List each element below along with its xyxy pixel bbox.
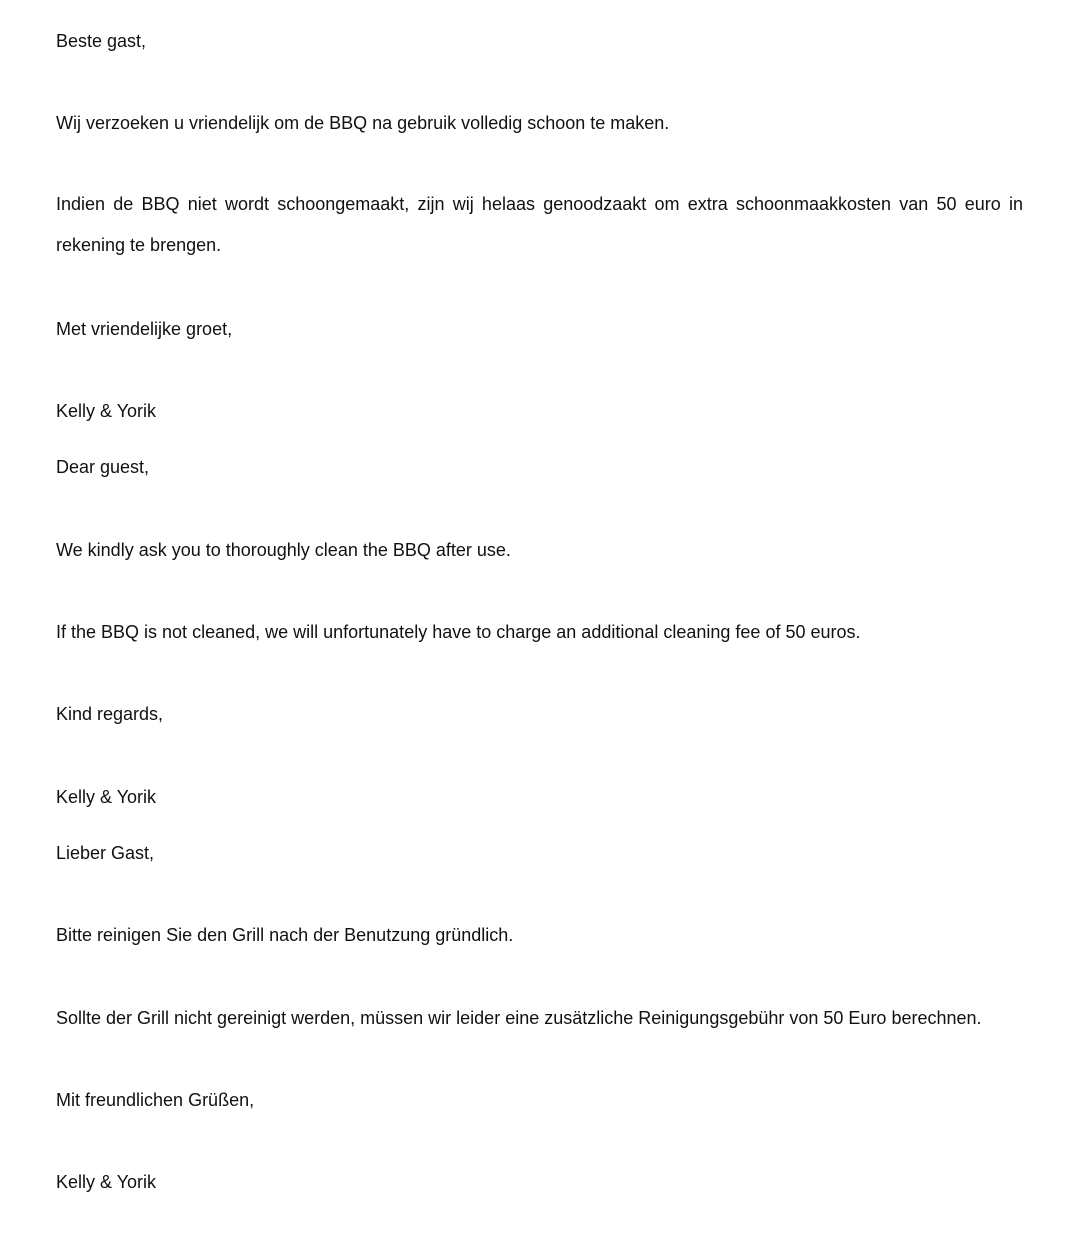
- signature-en: Kelly & Yorik: [56, 787, 157, 807]
- fee-notice-nl: Indien de BBQ niet wordt schoongemaakt, zijn wij helaas genoodzaakt om extra schoonmaakkosten van 50 euro in rekening te brengen.: [56, 194, 1023, 255]
- request-nl: Wij verzoeken u vriendelijk om de BBQ na gebruik volledig schoon te maken.: [56, 113, 670, 133]
- greeting-de: Lieber Gast,: [56, 843, 155, 863]
- greeting-nl: Beste gast,: [56, 31, 147, 51]
- signature-nl: Kelly & Yorik: [56, 401, 157, 421]
- signature-de: Kelly & Yorik: [56, 1172, 157, 1192]
- fee-notice-de: Sollte der Grill nicht gereinigt werden, müssen wir leider eine zusätzliche Reinigungsgebühr von 50 Euro berechnen.: [56, 1008, 982, 1028]
- fee-notice-en: If the BBQ is not cleaned, we will unfortunately have to charge an additional cleaning fee of 50 euros.: [56, 622, 861, 642]
- closing-en: Kind regards,: [56, 704, 164, 724]
- request-de: Bitte reinigen Sie den Grill nach der Benutzung gründlich.: [56, 925, 514, 945]
- request-en: We kindly ask you to thoroughly clean the BBQ after use.: [56, 540, 511, 560]
- closing-de: Mit freundlichen Grüßen,: [56, 1090, 255, 1110]
- greeting-en: Dear guest,: [56, 457, 150, 477]
- closing-nl: Met vriendelijke groet,: [56, 319, 233, 339]
